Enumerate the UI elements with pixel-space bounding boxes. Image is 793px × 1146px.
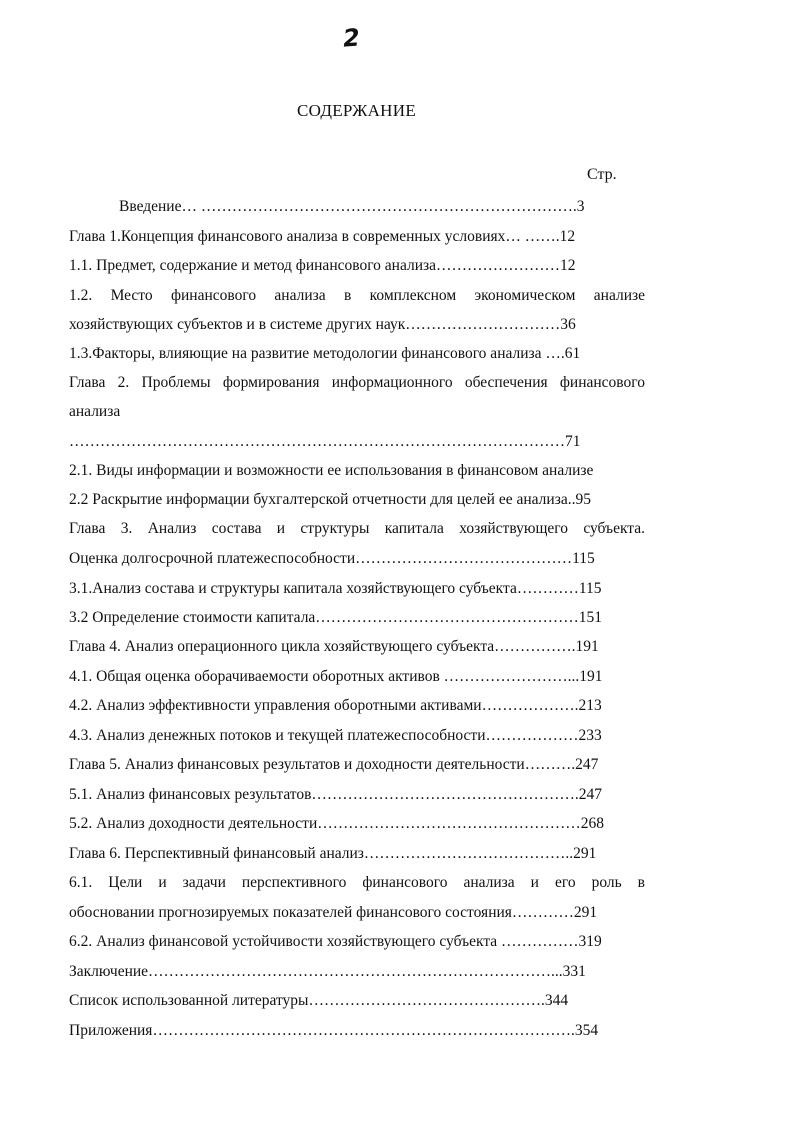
- toc-entry-section-6-2: 6.2. Анализ финансовой устойчивости хозяйствующего субъекта ……………319: [69, 933, 602, 950]
- toc-entry-chapter-3-cont: Оценка долгосрочной платежеспособности……………………………………115: [69, 550, 595, 567]
- toc-entry-section-5-2: 5.2. Анализ доходности деятельности……………………………………………268: [69, 815, 604, 832]
- page-column-label: Стр.: [587, 166, 617, 183]
- toc-entry-section-1-1: 1.1. Предмет, содержание и метод финансового анализа……………………12: [69, 257, 576, 274]
- toc-entry-section-1-3: 1.3.Факторы, влияющие на развитие методологии финансового анализа ….61: [69, 345, 581, 362]
- toc-entry-section-1-2-cont: хозяйствующих субъектов и в системе других наук…………………………36: [69, 316, 576, 333]
- toc-entry-section-6-1: 6.1. Цели и задачи перспективного финансового анализа и его роль в: [69, 874, 645, 891]
- toc-entry-section-2-2: 2.2 Раскрытие информации бухгалтерской отчетности для целей ее анализа..95: [69, 491, 591, 508]
- toc-entry-section-4-3: 4.3. Анализ денежных потоков и текущей платежеспособности………………233: [69, 727, 602, 744]
- toc-entry-section-4-1: 4.1. Общая оценка оборачиваемости оборотных активов ……………………...191: [69, 668, 603, 685]
- page-number: 2: [342, 23, 361, 53]
- toc-entry-chapter-2: Глава 2. Проблемы формирования информационного обеспечения финансового: [69, 374, 645, 391]
- toc-entry-conclusion: Заключение……………………………………………………………………...331: [69, 963, 586, 980]
- toc-entry-section-2-1: 2.1. Виды информации и возможности ее использования в финансовом анализе: [69, 462, 594, 479]
- toc-entry-bibliography: Список использованной литературы……………………………………….344: [69, 992, 569, 1009]
- toc-entry-chapter-4: Глава 4. Анализ операционного цикла хозяйствующего субъекта…………….191: [69, 638, 599, 655]
- toc-entry-chapter-5: Глава 5. Анализ финансовых результатов и доходности деятельности……….247: [69, 756, 599, 773]
- toc-entry-section-4-2: 4.2. Анализ эффективности управления оборотными активами……………….213: [69, 697, 602, 714]
- toc-entry-intro: Введение… ……………………………………………………………….3: [119, 198, 585, 215]
- toc-entry-chapter-3: Глава 3. Анализ состава и структуры капитала хозяйствующего субъекта.: [69, 520, 645, 537]
- page-title: СОДЕРЖАНИЕ: [296, 101, 417, 120]
- toc-entry-section-3-2: 3.2 Определение стоимости капитала……………………………………………151: [69, 609, 603, 626]
- toc-entry-chapter-2-page: ……………………………………………………………………………………71: [69, 433, 581, 450]
- toc-entry-section-3-1: 3.1.Анализ состава и структуры капитала хозяйствующего субъекта…………115: [69, 580, 602, 597]
- toc-entry-chapter-6: Глава 6. Перспективный финансовый анализ…………………………………..291: [69, 845, 597, 862]
- toc-entry-chapter-1: Глава 1.Концепция финансового анализа в современных условиях… …….12: [69, 228, 576, 245]
- toc-entry-chapter-2-cont: анализа: [69, 403, 121, 420]
- toc-entry-appendices: Приложения……………………………………………………………………….354: [69, 1022, 599, 1039]
- toc-entry-section-1-2: 1.2. Место финансового анализа в комплексном экономическом анализе: [69, 287, 645, 304]
- toc-entry-section-6-1-cont: обосновании прогнозируемых показателей финансового состояния…………291: [69, 904, 598, 921]
- toc-entry-section-5-1: 5.1. Анализ финансовых результатов…………………………………………….247: [69, 786, 603, 803]
